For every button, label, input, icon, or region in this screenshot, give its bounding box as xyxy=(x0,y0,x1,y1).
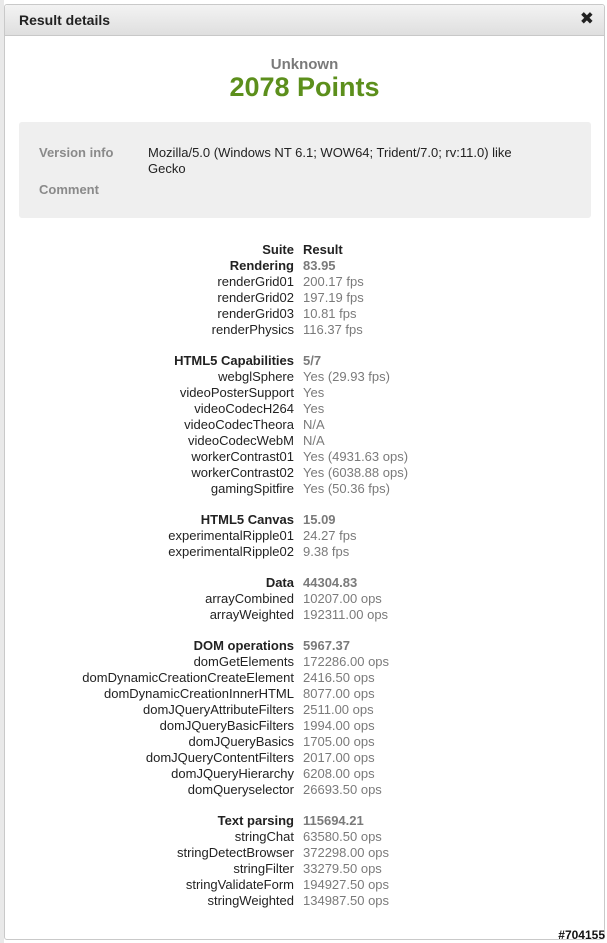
test-value: 33279.50 ops xyxy=(303,861,382,876)
category-row xyxy=(5,638,606,654)
test-name: domJQueryContentFilters xyxy=(145,750,294,765)
dialog-titlebar xyxy=(5,5,604,36)
test-value: 134987.50 ops xyxy=(303,893,390,908)
test-name: gamingSpitfire xyxy=(210,481,294,496)
test-name: stringChat xyxy=(234,829,294,844)
test-row xyxy=(5,734,606,750)
test-name: domJQueryBasics xyxy=(188,734,294,749)
result-details-dialog xyxy=(4,4,605,940)
test-value: 192311.00 ops xyxy=(303,607,389,622)
category-score: 44304.83 xyxy=(303,575,358,590)
test-value: 1994.00 ops xyxy=(303,718,375,733)
test-value: Yes xyxy=(303,385,325,400)
test-name: videoCodecWebM xyxy=(188,433,294,448)
test-value: 194927.50 ops xyxy=(303,877,390,892)
test-row xyxy=(5,401,606,417)
version-info-value: Mozilla/5.0 (Windows NT 6.1; WOW64; Trident/7.0; rv:11.0) like Gecko xyxy=(148,145,512,176)
test-name: domJQueryAttributeFilters xyxy=(143,702,294,717)
test-value: N/A xyxy=(303,417,325,432)
category-name: Data xyxy=(265,575,294,590)
test-row xyxy=(5,845,606,861)
test-row xyxy=(5,654,606,670)
test-value: 116.37 fps xyxy=(303,322,363,337)
test-value: 63580.50 ops xyxy=(303,829,382,844)
test-value: 10207.00 ops xyxy=(303,591,382,606)
test-row xyxy=(5,750,606,766)
test-row xyxy=(5,274,606,290)
test-name: webglSphere xyxy=(218,369,294,384)
test-row xyxy=(5,607,606,623)
test-name: renderGrid02 xyxy=(217,290,294,305)
test-name: workerContrast02 xyxy=(191,465,294,480)
dialog-title: Result details xyxy=(19,12,111,28)
test-name: videoPosterSupport xyxy=(179,385,294,400)
category-score: 83.95 xyxy=(303,258,336,273)
test-row xyxy=(5,670,606,686)
category-row xyxy=(5,813,606,829)
test-value: 197.19 fps xyxy=(303,290,364,305)
test-row xyxy=(5,893,606,909)
test-value: 2017.00 ops xyxy=(303,750,375,765)
total-score: 2078 Points xyxy=(229,72,380,102)
category-gap xyxy=(5,623,606,638)
test-value: 2511.00 ops xyxy=(303,702,374,717)
results-table xyxy=(5,242,606,909)
test-name: domJQueryBasicFilters xyxy=(159,718,294,733)
category-name: DOM operations xyxy=(193,638,294,653)
category-score: 5/7 xyxy=(303,353,322,368)
test-value: 2416.50 ops xyxy=(303,670,375,685)
test-name: renderGrid03 xyxy=(217,306,294,321)
test-value: Yes (4931.63 ops) xyxy=(303,449,409,464)
test-name: videoCodecH264 xyxy=(194,401,294,416)
category-score: 115694.21 xyxy=(303,813,364,828)
test-row xyxy=(5,766,606,782)
test-value: 200.17 fps xyxy=(303,274,364,289)
test-value: N/A xyxy=(303,433,325,448)
category-row xyxy=(5,575,606,591)
category-gap xyxy=(5,497,606,512)
category-name: Rendering xyxy=(229,258,294,273)
result-header: Result xyxy=(303,242,343,257)
test-value: 6208.00 ops xyxy=(303,766,375,781)
test-row xyxy=(5,591,606,607)
test-value: 9.38 fps xyxy=(303,544,350,559)
test-name: domGetElements xyxy=(193,654,294,669)
test-row xyxy=(5,369,606,385)
test-row xyxy=(5,449,606,465)
test-name: stringDetectBrowser xyxy=(176,845,294,860)
test-value: 8077.00 ops xyxy=(303,686,375,701)
category-gap xyxy=(5,560,606,575)
test-value: 1705.00 ops xyxy=(303,734,375,749)
test-row xyxy=(5,465,606,481)
test-row xyxy=(5,290,606,306)
test-row xyxy=(5,861,606,877)
test-value: Yes (29.93 fps) xyxy=(303,369,390,384)
test-row xyxy=(5,306,606,322)
test-name: stringValidateForm xyxy=(185,877,294,892)
info-panel xyxy=(19,122,591,218)
results-header-row xyxy=(5,242,606,258)
test-row xyxy=(5,385,606,401)
test-name: experimentalRipple02 xyxy=(168,544,294,559)
category-name: Text parsing xyxy=(217,813,294,828)
test-name: domDynamicCreationInnerHTML xyxy=(103,686,294,701)
test-row xyxy=(5,877,606,893)
category-score: 15.09 xyxy=(303,512,336,527)
test-row xyxy=(5,782,606,798)
test-row xyxy=(5,417,606,433)
test-name: domQueryselector xyxy=(187,782,294,797)
test-name: stringFilter xyxy=(233,861,294,876)
version-info-label: Version info xyxy=(39,145,114,160)
test-row xyxy=(5,433,606,449)
comment-label: Comment xyxy=(39,182,99,197)
test-name: videoCodecTheora xyxy=(184,417,294,432)
test-name: arrayWeighted xyxy=(209,607,294,622)
test-value: 10.81 fps xyxy=(303,306,357,321)
test-row xyxy=(5,322,606,338)
category-gap xyxy=(5,338,606,353)
test-row xyxy=(5,686,606,702)
test-row xyxy=(5,702,606,718)
test-row xyxy=(5,718,606,734)
test-value: Yes (6038.88 ops) xyxy=(303,465,409,480)
category-row xyxy=(5,512,606,528)
test-value: Yes (50.36 fps) xyxy=(303,481,390,496)
category-row xyxy=(5,353,606,369)
test-name: arrayCombined xyxy=(205,591,294,606)
watermark: #704155 xyxy=(558,928,605,942)
test-row xyxy=(5,528,606,544)
test-name: domJQueryHierarchy xyxy=(171,766,294,781)
category-name: HTML5 Capabilities xyxy=(174,353,294,368)
test-name: renderPhysics xyxy=(211,322,294,337)
test-value: 372298.00 ops xyxy=(303,845,390,860)
test-row xyxy=(5,481,606,497)
test-name: renderGrid01 xyxy=(217,274,294,289)
category-name: HTML5 Canvas xyxy=(200,512,294,527)
test-value: 26693.50 ops xyxy=(303,782,382,797)
category-gap xyxy=(5,798,606,813)
test-name: domDynamicCreationCreateElement xyxy=(82,670,294,685)
suite-header: Suite xyxy=(262,242,294,257)
close-icon[interactable]: ✖ xyxy=(579,9,594,28)
test-name: workerContrast01 xyxy=(191,449,294,464)
category-score: 5967.37 xyxy=(303,638,350,653)
test-value: 24.27 fps xyxy=(303,528,357,543)
category-row xyxy=(5,258,606,274)
test-row xyxy=(5,544,606,560)
test-name: experimentalRipple01 xyxy=(168,528,294,543)
test-row xyxy=(5,829,606,845)
browser-name: Unknown xyxy=(270,56,339,73)
test-value: Yes xyxy=(303,401,325,416)
test-value: 172286.00 ops xyxy=(303,654,390,669)
test-name: stringWeighted xyxy=(207,893,294,908)
